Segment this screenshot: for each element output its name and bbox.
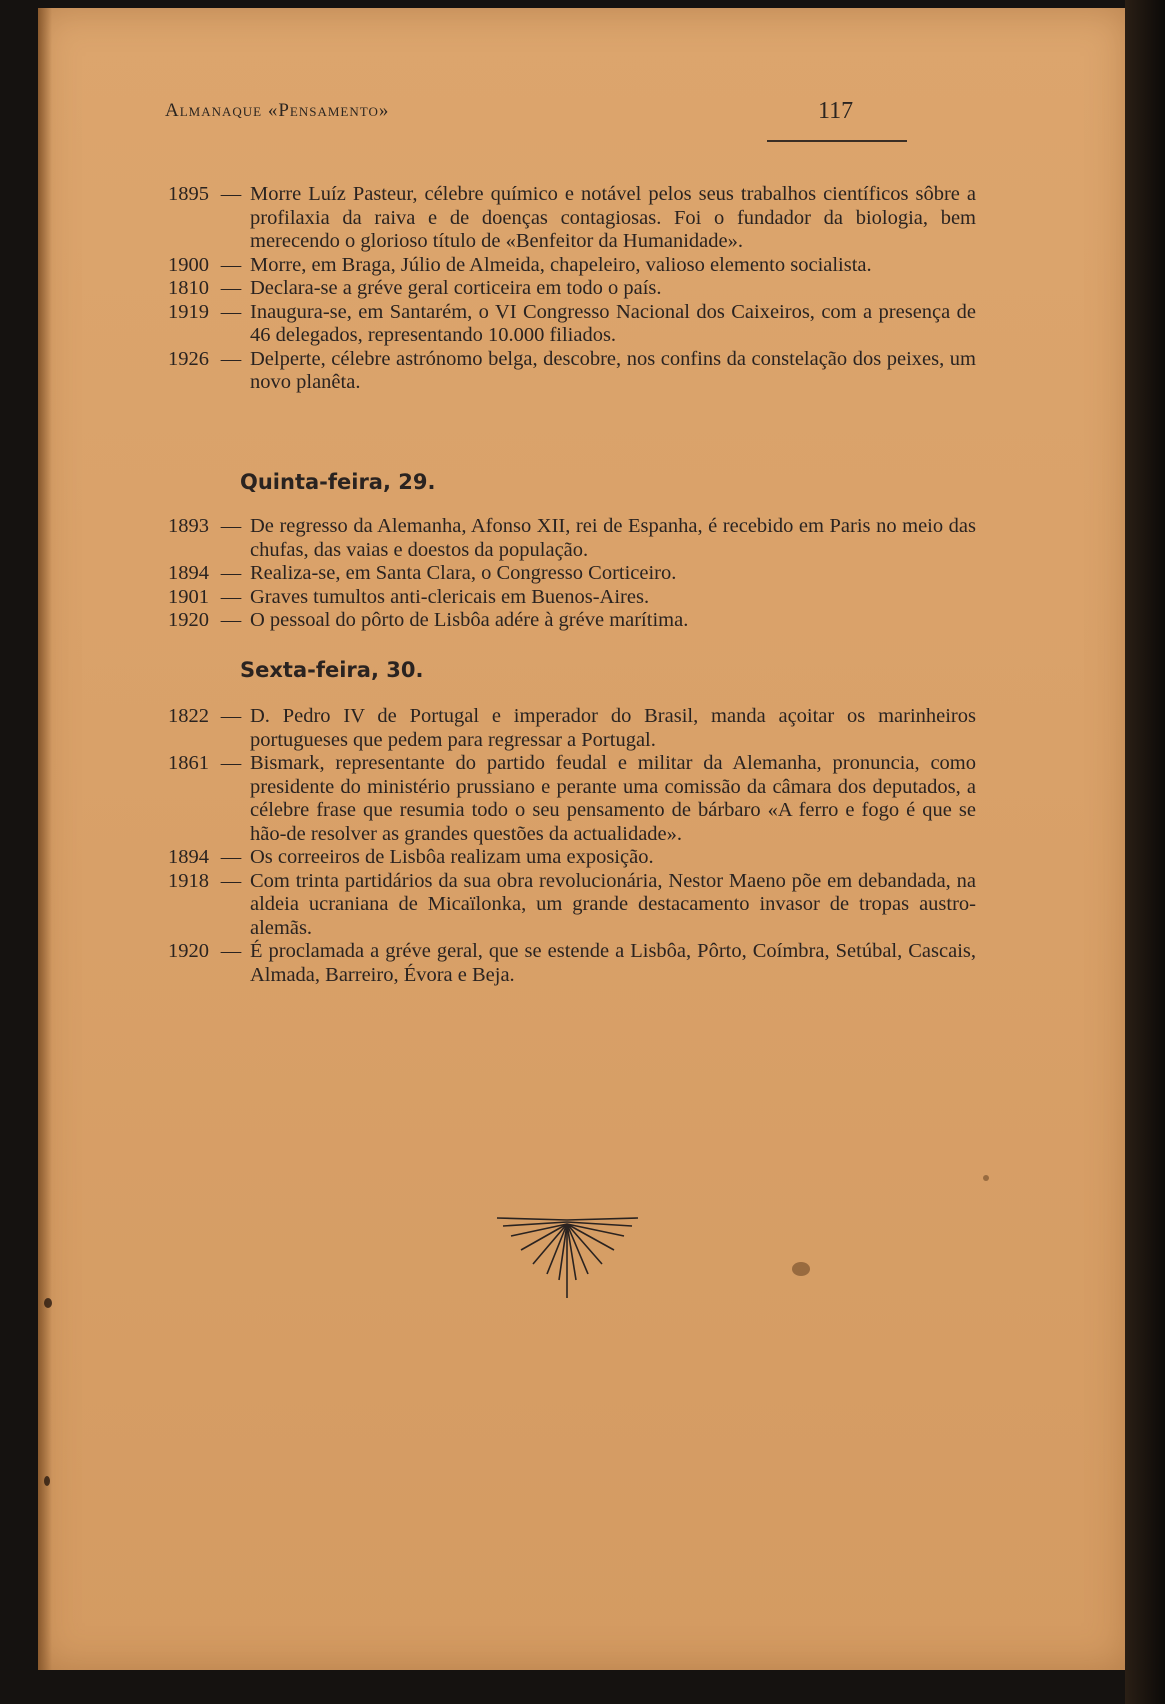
entry-dash: — (220, 183, 242, 205)
entries-block-3 (168, 705, 976, 987)
entry-1895 (168, 183, 976, 254)
entry-year: 1918 (168, 869, 209, 892)
entry-year: 1894 (168, 846, 209, 868)
running-header: Almanaque «Pensamento» (165, 100, 390, 121)
entry-1926 (168, 348, 976, 395)
entry-dash: — (220, 515, 242, 537)
entry-year: 1920 (168, 609, 209, 631)
entry-1893 (168, 515, 976, 562)
page-number: 117 (818, 98, 854, 124)
fan-ornament-icon (495, 1210, 640, 1300)
entry-year: 1901 (168, 585, 209, 608)
ink-stain (792, 1262, 810, 1276)
entry-1900 (168, 254, 976, 278)
entry-dash: — (220, 869, 242, 892)
page-edge-shadow (1125, 0, 1165, 1704)
entry-dash: — (220, 752, 242, 774)
page-spine-shadow (38, 8, 52, 1670)
entry-text: Morre Luíz Pasteur, célebre químico e notável pelos seus trabalhos científicos sôbre a profilaxia da raiva e de doenças contagiosas. Foi o fundador da biologia, bem merecendo o glorioso título de «Benfeitor da Humanidade». (250, 183, 976, 252)
entry-year: 1920 (168, 940, 209, 962)
day-heading-thursday: Quinta-feira, 29. (240, 470, 436, 494)
entry-dash: — (220, 705, 242, 727)
entry-1920 (168, 609, 976, 633)
entry-year: 1861 (168, 752, 209, 774)
entry-year: 1926 (168, 347, 209, 370)
entry-text: D. Pedro IV de Portugal e imperador do Brasil, manda açoitar os marinheiros portugueses que pedem para regressar a Portugal. (250, 705, 976, 751)
entry-text: O pessoal do pôrto de Lisbôa adére à gréve marítima. (250, 609, 689, 631)
entry-year: 1919 (168, 300, 209, 323)
entry-dash: — (220, 562, 242, 584)
entry-text: Declara-se a gréve geral corticeira em todo o país. (250, 277, 662, 299)
entry-year: 1894 (168, 562, 209, 584)
entry-1894 (168, 562, 976, 586)
entry-dash: — (220, 846, 242, 868)
entry-1918 (168, 870, 976, 941)
entry-1894-correeiros (168, 846, 976, 870)
entry-text: Graves tumultos anti-clericais em Buenos-Aires. (250, 585, 650, 608)
entries-block-1 (168, 183, 976, 395)
entry-text: É proclamada a gréve geral, que se estende a Lisbôa, Pôrto, Coímbra, Setúbal, Cascais, Almada, Barreiro, Évora e Beja. (250, 940, 976, 986)
entry-text: Inaugura-se, em Santarém, o VI Congresso Nacional dos Caixeiros, com a presença de 46 delegados, representando 10.000 filiados. (250, 300, 976, 346)
entry-text: Delperte, célebre astrónomo belga, descobre, nos confins da constelação dos peixes, um novo planêta. (250, 347, 976, 393)
entry-text: Realiza-se, em Santa Clara, o Congresso Corticeiro. (250, 562, 677, 584)
entry-1810 (168, 277, 976, 301)
entry-year: 1810 (168, 277, 209, 299)
entry-year: 1895 (168, 183, 209, 205)
entry-year: 1900 (168, 253, 209, 276)
entry-year: 1822 (168, 705, 209, 727)
entries-block-2 (168, 515, 976, 633)
entry-1901 (168, 586, 976, 610)
entry-dash: — (220, 609, 242, 631)
entry-dash: — (220, 300, 242, 323)
entry-text: Com trinta partidários da sua obra revolucionária, Nestor Maeno põe em debandada, na aldeia ucraniana de Micaïlonka, um grande destacamento invasor de tropas austro-alemãs. (250, 869, 976, 939)
entry-text: Morre, em Braga, Júlio de Almeida, chapeleiro, valioso elemento socialista. (250, 253, 872, 276)
entry-dash: — (220, 253, 242, 276)
ink-stain (44, 1476, 50, 1486)
entry-1822 (168, 705, 976, 752)
day-heading-friday: Sexta-feira, 30. (240, 658, 424, 682)
entry-year: 1893 (168, 515, 209, 537)
entry-text: De regresso da Alemanha, Afonso XII, rei de Espanha, é recebido em Paris no meio das chufas, das vaias e doestos da população. (250, 515, 976, 561)
entry-dash: — (220, 585, 242, 608)
ink-stain (44, 1298, 52, 1308)
ink-stain (983, 1175, 989, 1181)
entry-text: Os correeiros de Lisbôa realizam uma exposição. (250, 846, 654, 868)
entry-dash: — (220, 940, 242, 962)
entry-1920-greve-geral (168, 940, 976, 987)
entry-1919 (168, 301, 976, 348)
entry-dash: — (220, 347, 242, 370)
header-rule (767, 140, 907, 142)
entry-1861 (168, 752, 976, 846)
entry-dash: — (220, 277, 242, 299)
entry-text: Bismark, representante do partido feudal e militar da Alemanha, pronuncia, como presidente do ministério prussiano e perante uma comissão da câmara dos deputados, a célebre frase que resumia todo o seu pensamento de bárbaro «A ferro e fogo é que se hão-de resolver as grandes questões da actualidade». (250, 752, 976, 845)
